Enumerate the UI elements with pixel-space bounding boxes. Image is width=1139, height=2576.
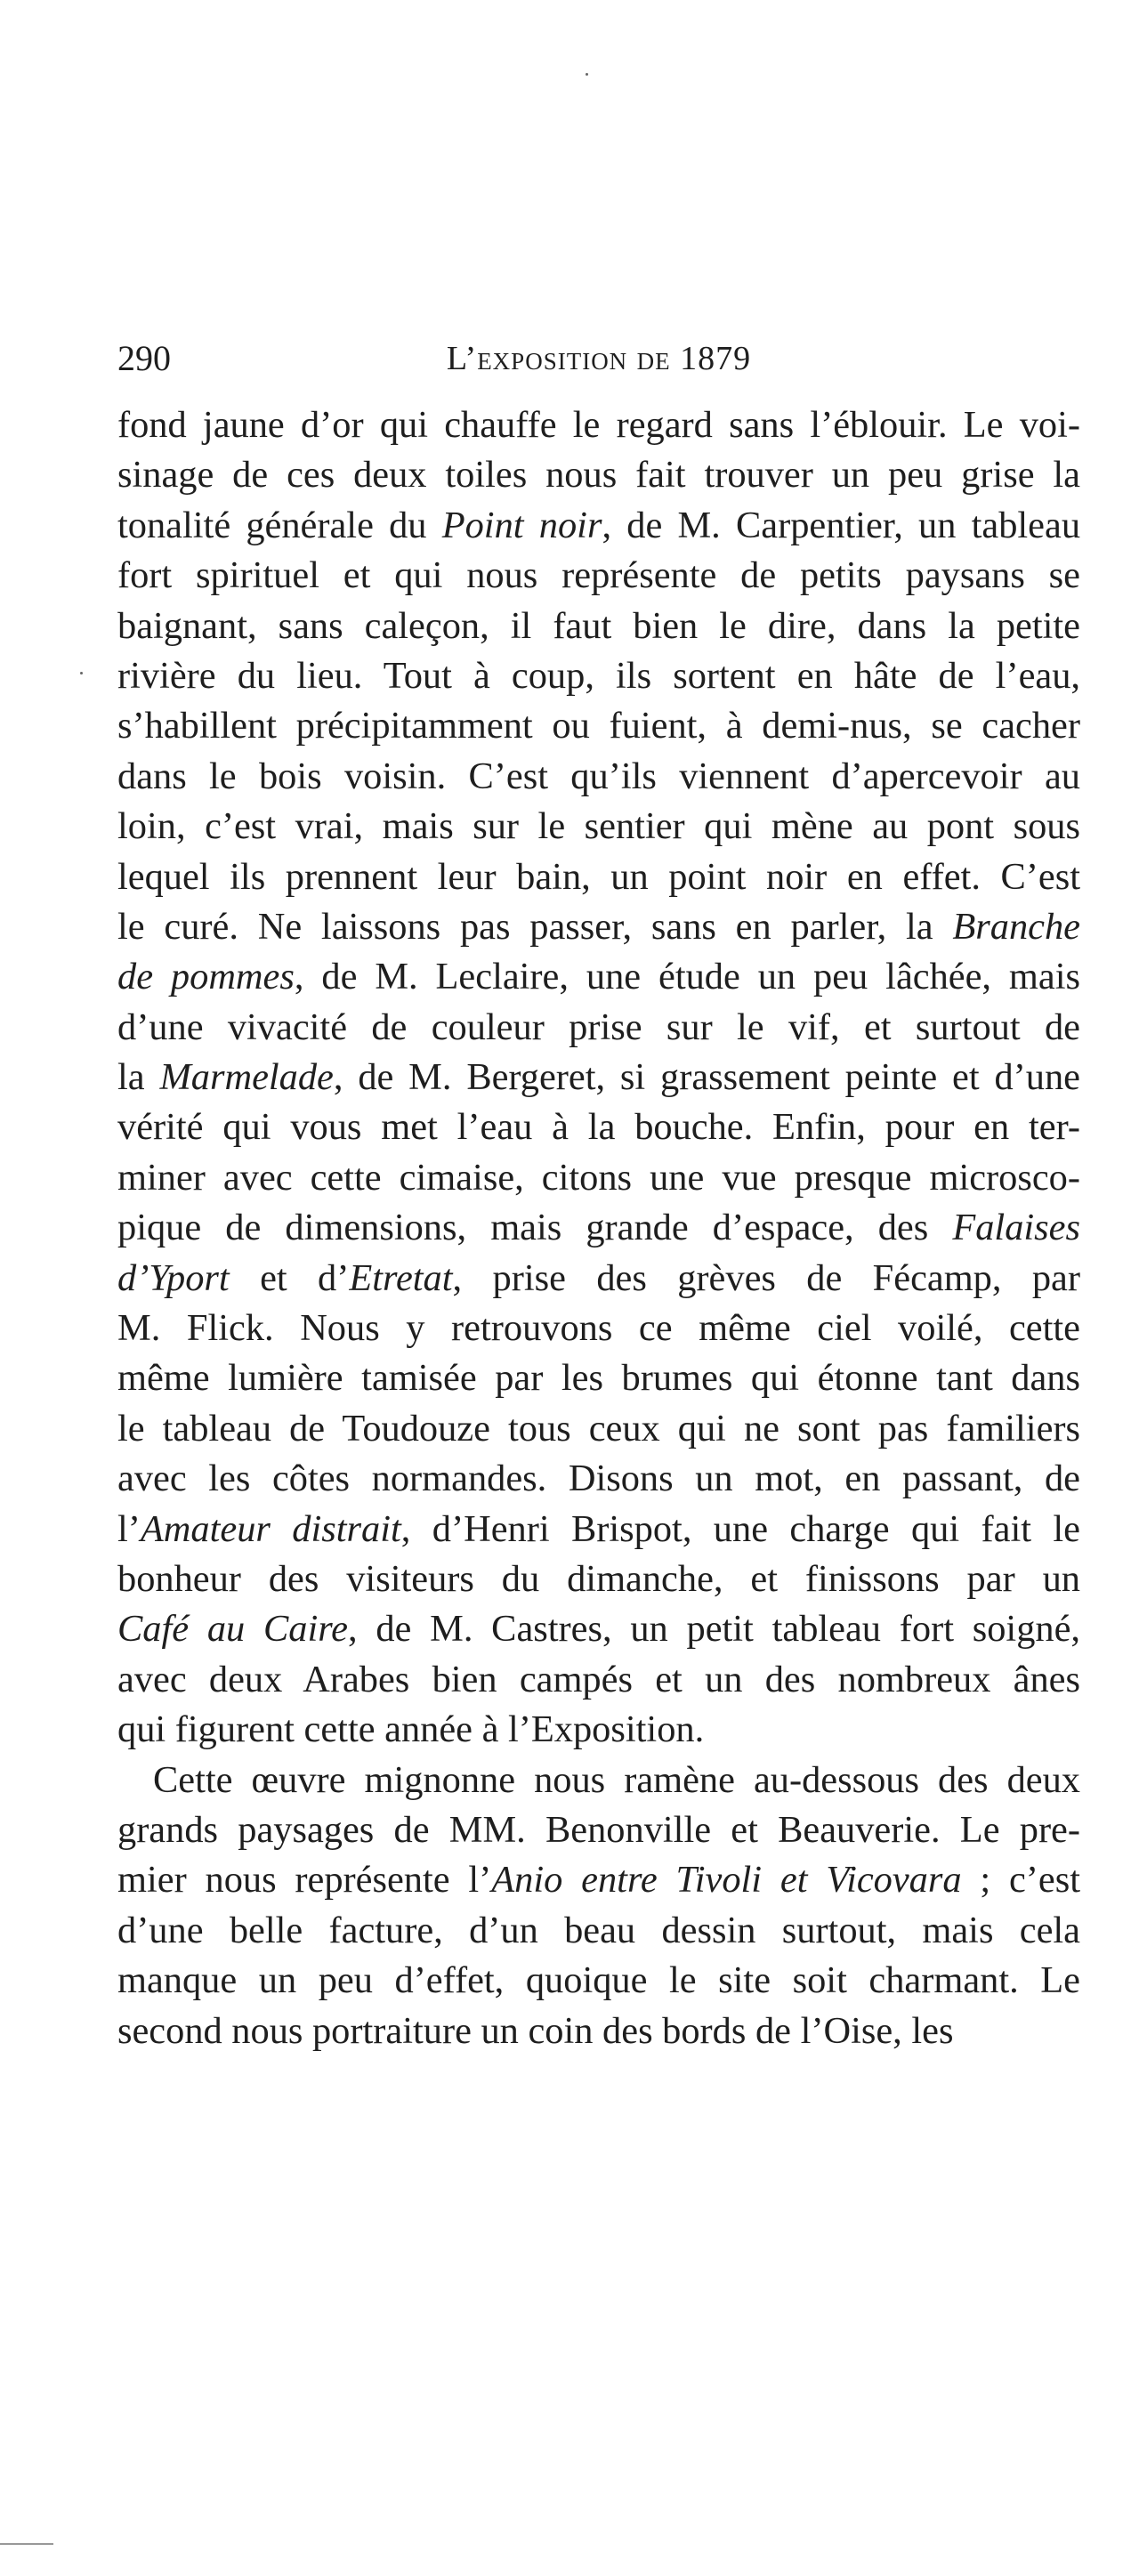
text-run: et d’ [229, 1256, 350, 1299]
text-run: loin, c’est vrai, mais sur le sentier qui mène au pont sous [117, 805, 1080, 848]
text-line [117, 1254, 1080, 1304]
text-line [117, 1956, 1080, 2006]
text-line [117, 602, 1080, 651]
page-number: 290 [117, 338, 171, 378]
text-run: avec les côtes normandes. Disons un mot, en passant, de [117, 1458, 1080, 1500]
text-run: Cette œuvre mignonne nous ramène au-dessous des deux [153, 1758, 1080, 1801]
body-text [117, 400, 1080, 2056]
italic-title: de pommes [117, 956, 295, 998]
text-line [117, 1554, 1080, 1604]
text-run: M. Flick. Nous y retrouvons ce même ciel voilé, cette [117, 1307, 1080, 1350]
italic-title: Falaises [952, 1207, 1080, 1249]
text-run: s’habillent précipitamment ou fuient, à demi-nus, se cacher [117, 705, 1080, 747]
italic-title: Amateur distrait [140, 1507, 401, 1550]
text-run: , de M. Castres, un petit tableau fort soigné, [347, 1608, 1081, 1651]
text-run: , prise des grèves de Fécamp, par [452, 1256, 1080, 1299]
text-run: même lumière tamisée par les brumes qui étonne tant dans [117, 1357, 1080, 1400]
text-line [117, 752, 1080, 802]
text-run: dans le bois voisin. C’est qu’ils viennent d’apercevoir au [117, 755, 1080, 797]
text-run: ; c’est [961, 1859, 1081, 1902]
text-line [117, 501, 1080, 551]
text-line [117, 802, 1080, 852]
text-line [117, 852, 1080, 902]
text-run: , de M. Leclaire, une étude un peu lâchée, mais [294, 956, 1080, 998]
text-line [117, 1203, 1080, 1253]
text-run: fort spirituel et qui nous représente de petits paysans se [117, 554, 1080, 597]
text-line [117, 2007, 1080, 2056]
italic-title: Café au Caire [117, 1608, 348, 1651]
text-run: sinage de ces deux toiles nous fait trouver un peu grise la [117, 454, 1080, 497]
speck-corner [0, 2543, 53, 2545]
text-line [117, 1805, 1080, 1855]
italic-title: Etretat [349, 1256, 453, 1299]
text-line [117, 1102, 1080, 1152]
italic-title: Marmelade [159, 1056, 334, 1099]
text-run: rivière du lieu. Tout à coup, ils sortent en hâte de l’eau, [117, 654, 1080, 697]
speck-top [586, 73, 588, 76]
italic-title: Anio entre Tivoli et Vicovara [491, 1859, 962, 1902]
text-run: , de M. Bergeret, si grassement peinte et d’une [333, 1056, 1080, 1099]
text-run: l’ [117, 1507, 141, 1550]
speck-margin [80, 672, 83, 674]
text-run: bonheur des visiteurs du dimanche, et finissons par un [117, 1557, 1080, 1600]
text-line [117, 1053, 1080, 1102]
text-line [117, 952, 1080, 1002]
text-line [117, 902, 1080, 952]
text-line [117, 1705, 1080, 1755]
text-run: le curé. Ne laissons pas passer, sans en parler, la [117, 905, 953, 948]
text-run: miner avec cette cimaise, citons une vue presque microsco- [117, 1156, 1080, 1199]
text-line [117, 400, 1080, 450]
text-run: manque un peu d’effet, quoique le site soit charmant. Le [117, 1959, 1080, 2002]
text-line [117, 701, 1080, 751]
text-run: grands paysages de MM. Benonville et Beauverie. Le pre- [117, 1808, 1080, 1851]
text-run: baignant, sans caleçon, il faut bien le dire, dans la petite [117, 604, 1080, 647]
text-line [117, 1756, 1080, 1805]
text-line [117, 1855, 1080, 1905]
text-run: d’une vivacité de couleur prise sur le vif, et surtout de [117, 1005, 1080, 1048]
text-run: tonalité générale du [117, 504, 442, 546]
text-run: vérité qui vous met l’eau à la bouche. Enfin, pour en ter- [117, 1106, 1080, 1149]
text-line [117, 1304, 1080, 1353]
italic-title: Branche [952, 905, 1080, 948]
text-run: mier nous représente l’ [117, 1859, 492, 1902]
text-line [117, 1404, 1080, 1454]
running-title: L’exposition de 1879 [446, 340, 752, 377]
text-line [117, 651, 1080, 701]
text-run: qui figurent cette année à l’Exposition. [117, 1708, 705, 1751]
text-line [117, 1505, 1080, 1554]
text-line [117, 450, 1080, 500]
text-run: , de M. Carpentier, un tableau [602, 504, 1081, 546]
text-line [117, 551, 1080, 601]
text-run: d’une belle facture, d’un beau dessin surtout, mais cela [117, 1909, 1080, 1951]
paragraph [117, 1756, 1080, 2056]
text-run: la [117, 1056, 160, 1099]
text-run: pique de dimensions, mais grande d’espace, des [117, 1207, 953, 1249]
text-run: le tableau de Toudouze tous ceux qui ne sont pas familiers [117, 1407, 1080, 1450]
text-run: second nous portraiture un coin des bords de l’Oise, les [117, 2009, 954, 2052]
text-run: , d’Henri Brispot, une charge qui fait le [400, 1507, 1080, 1550]
text-line [117, 1454, 1080, 1504]
text-line [117, 1906, 1080, 1956]
text-run: lequel ils prennent leur bain, un point noir en effet. C’est [117, 855, 1080, 898]
text-line [117, 1655, 1080, 1705]
italic-title: Point noir [441, 504, 602, 546]
text-line [117, 1604, 1080, 1654]
text-line [117, 1153, 1080, 1203]
running-head [117, 336, 1080, 381]
text-line [117, 1353, 1080, 1403]
paragraph [117, 400, 1080, 1756]
text-run: avec deux Arabes bien campés et un des nombreux ânes [117, 1658, 1080, 1700]
italic-title: d’Yport [117, 1256, 230, 1299]
text-line [117, 1003, 1080, 1053]
text-run: fond jaune d’or qui chauffe le regard sans l’éblouir. Le voi- [117, 404, 1080, 446]
